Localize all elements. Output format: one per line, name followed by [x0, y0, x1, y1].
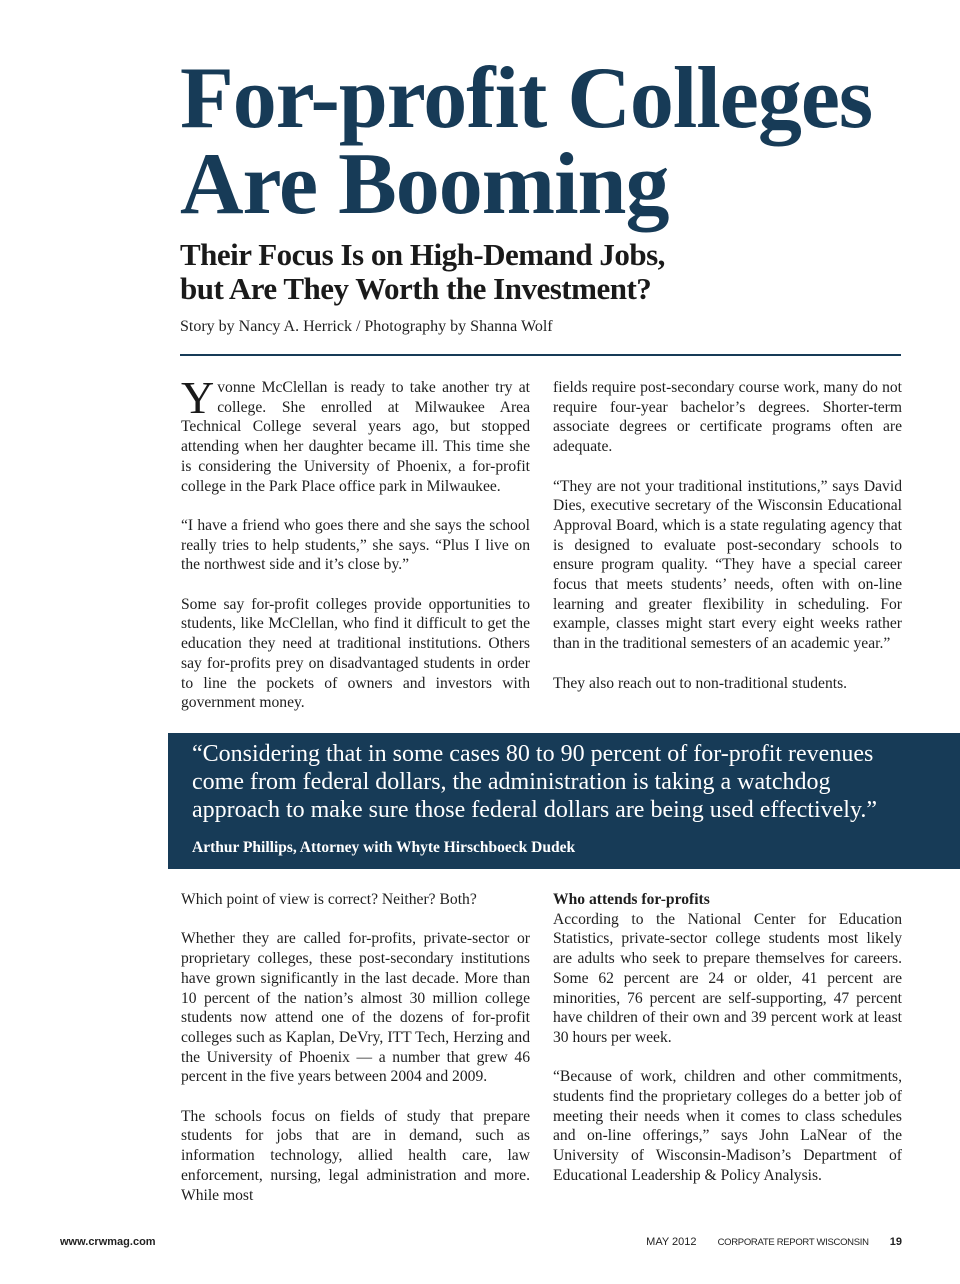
- pull-quote-attribution: Arthur Phillips, Attorney with Whyte Hirschboeck Dudek: [192, 839, 576, 856]
- article-title: [180, 50, 940, 233]
- paragraph-text: According to the National Center for Education Statistics, private-sector college students most likely are adults who seek to prepare themselves for careers. Some 62 percent are 24 or older, 41 percent are minorities, 76 percent are self-supporting, 47 percent have children of their own and 39 percent work at least 30 hours per week.: [553, 910, 902, 1046]
- paragraph: They also reach out to non-traditional students.: [553, 674, 848, 692]
- paragraph: Which point of view is correct? Neither? Both?: [181, 891, 477, 908]
- footer-folio: [628, 1236, 902, 1248]
- header-divider: [180, 354, 901, 356]
- paragraph-text: vonne McClellan is ready to take another try at college. She enrolled at Milwaukee Area Technical College several years ago, but stopped attending when her daughter became ill. This time she is considering the University of Phoenix, a for-profit college in the Park Place office park in Milwaukee.: [181, 379, 530, 495]
- footer-website: www.crwmag.com: [60, 1236, 156, 1248]
- section-subhead: Who attends for-profits: [553, 891, 710, 908]
- pull-quote-text: “Considering that in some cases 80 to 90 percent of for-profit revenues come from federal dollars, the administration is taking a watchdog approach to make sure those federal dollars are being used effectively.”: [192, 741, 878, 823]
- drop-cap: Y: [181, 372, 215, 423]
- paragraph: Whether they are called for-profits, private-sector or proprietary colleges, these post-secondary institutions have grown significantly in the last decade. More than 10 percent of the nation’s almost 30 million college students now attend one of the dozens of for-profit colleges such as Kaplan, DeVry, ITT Tech, Herzing and the University of Phoenix — a number that grew 46 percent in the five years between 2004 and 2009.: [181, 930, 530, 1086]
- byline: Story by Nancy A. Herrick / Photography by Shanna Wolf: [180, 318, 553, 335]
- paragraph: Some say for-profit colleges provide opportunities to students, like McClellan, who find it difficult to get the education they need at traditional institutions. Others say for-profits prey on disadvantaged students in order to line the pockets of owners and investors with government money.: [181, 595, 530, 712]
- paragraph: [553, 890, 902, 1048]
- paragraph: [181, 372, 530, 496]
- footer-date: MAY 2012: [646, 1236, 697, 1248]
- footer-publication: CORPORATE REPORT WISCONSIN: [717, 1237, 869, 1248]
- bottom-right-column: [553, 890, 902, 1186]
- paragraph: The schools focus on fields of study that prepare students for jobs that are in demand, such as information technology, allied health care, law enforcement, nursing, legal administration and more. While most: [181, 1107, 530, 1204]
- paragraph: “Because of work, children and other commitments, students find the proprietary colleges do a better job of meeting their needs when it comes to class schedules and on-line offerings,” says John LaNear of the University of Wisconsin-Madison’s Department of Educational Leadership & Policy Analysis.: [553, 1068, 902, 1184]
- title-line-2: Are Booming: [180, 136, 669, 233]
- bottom-left-column: [181, 890, 530, 1205]
- paragraph: fields require post-secondary course work, many do not require four-year bachelor’s degrees. Shorter-term associate degrees or certificate programs often are adequate.: [553, 379, 902, 456]
- top-right-column: [553, 378, 902, 693]
- paragraph: “I have a friend who goes there and she says the school really tries to help students,” she says. “Plus I live on the northwest side and it’s close by.”: [181, 516, 530, 574]
- subtitle-line-2: but Are They Worth the Investment?: [180, 271, 652, 306]
- subtitle-line-1: Their Focus Is on High-Demand Jobs,: [180, 237, 665, 272]
- title-line-1: For-profit Colleges: [180, 50, 873, 147]
- paragraph: “They are not your traditional institutions,” says David Dies, executive secretary of the Wisconsin Educational Approval Board, which is a state regulating agency that is designed to evaluate post-secondary schools to ensure program quality. “They have a special career focus that meets students’ needs, often with on-line learning and greater flexibility in scheduling. For example, classes might start every eight weeks rather than in the traditional semesters of an academic year.”: [553, 477, 902, 653]
- top-left-column: [181, 372, 530, 713]
- article-subtitle: [180, 238, 880, 306]
- page-number: 19: [889, 1236, 902, 1248]
